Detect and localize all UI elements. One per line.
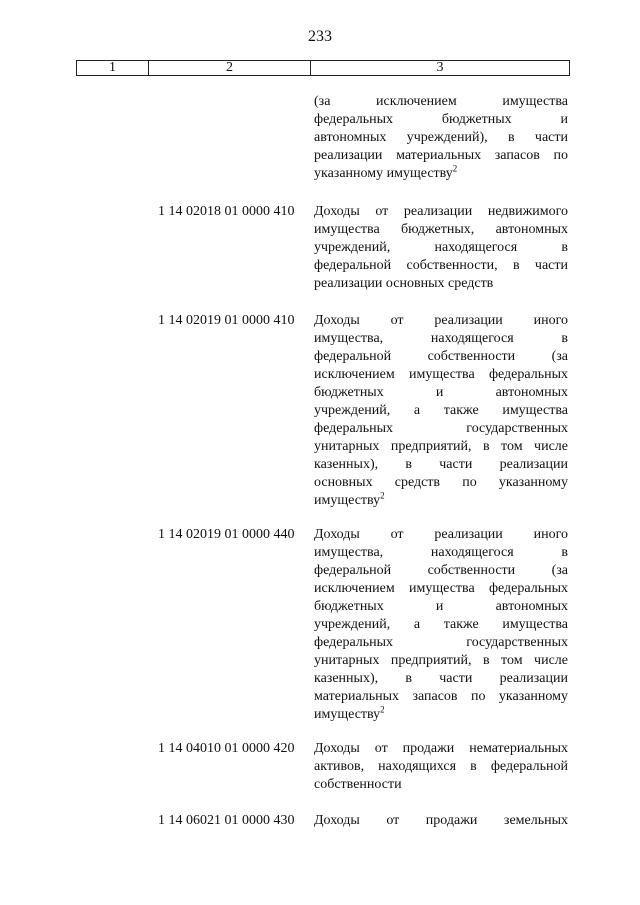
description-line: имущества бюджетных, автономных <box>314 222 568 237</box>
description-line: федеральной собственности (за <box>314 563 568 578</box>
description-line: реализации основных средств <box>314 276 494 291</box>
description-line: материальных запасов по указанному <box>314 689 568 704</box>
description-line: федеральных бюджетных и <box>314 112 568 127</box>
description-line: унитарных предприятий, в том числе <box>314 439 568 454</box>
income-code: 1 14 02019 01 0000 440 <box>158 527 295 542</box>
description-line: имуществу$^2$ <box>314 704 385 722</box>
footnote-marker: 2 <box>380 704 385 715</box>
income-description <box>314 740 568 794</box>
income-code: 1 14 06021 01 0000 430 <box>158 813 295 828</box>
column-header-row <box>76 60 570 76</box>
description-line: федеральных государственных <box>314 421 568 436</box>
income-description <box>314 203 568 293</box>
description-line: учреждений, а также имущества <box>314 403 568 418</box>
description-line: бюджетных и автономных <box>314 385 568 400</box>
description-line: активов, находящихся в федеральной <box>314 759 568 774</box>
description-line: Доходы от реализации недвижимого <box>314 204 568 219</box>
footnote-marker: 2 <box>452 163 458 174</box>
description-line: Доходы от продажи нематериальных <box>314 741 568 756</box>
description-line: учреждений, находящегося в <box>314 240 568 255</box>
description-line: Доходы от реализации иного <box>314 313 568 328</box>
income-description <box>314 526 568 724</box>
description-line: исключением имущества федеральных <box>314 581 568 596</box>
description-line: указанному имуществу$^2$ <box>314 163 458 181</box>
description-line: федеральных государственных <box>314 635 568 650</box>
column-header-1: 1 <box>77 61 149 75</box>
description-line: Доходы от продажи земельных <box>314 813 568 828</box>
description-line: федеральной собственности, в части <box>314 258 568 273</box>
income-code: 1 14 04010 01 0000 420 <box>158 741 295 756</box>
column-header-3: 3 <box>436 60 444 75</box>
description-line: имуществу$^2$ <box>314 490 385 508</box>
page-number: 233 <box>308 28 332 45</box>
description-line: Доходы от реализации иного <box>314 527 568 542</box>
description-line: федеральной собственности (за <box>314 349 568 364</box>
description-line: бюджетных и автономных <box>314 599 568 614</box>
description-line: исключением имущества федеральных <box>314 367 568 382</box>
footnote-marker: 2 <box>380 490 385 501</box>
description-line: казенных), в части реализации <box>314 457 568 472</box>
income-code: 1 14 02018 01 0000 410 <box>158 204 295 219</box>
description-line: (за исключением имущества <box>314 94 568 109</box>
income-code: 1 14 02019 01 0000 410 <box>158 313 295 328</box>
income-description <box>314 93 568 183</box>
description-line: имущества, находящегося в <box>314 545 568 560</box>
description-line: реализации материальных запасов по <box>314 148 568 163</box>
description-line: казенных), в части реализации <box>314 671 568 686</box>
description-line: унитарных предприятий, в том числе <box>314 653 568 668</box>
description-line: автономных учреждений), в части <box>314 130 568 145</box>
column-header-2: 2 <box>149 61 311 75</box>
income-description <box>314 312 568 510</box>
income-description <box>314 812 568 830</box>
description-line: собственности <box>314 777 402 792</box>
description-line: имущества, находящегося в <box>314 331 568 346</box>
description-line: учреждений, а также имущества <box>314 617 568 632</box>
description-line: основных средств по указанному <box>314 475 568 490</box>
